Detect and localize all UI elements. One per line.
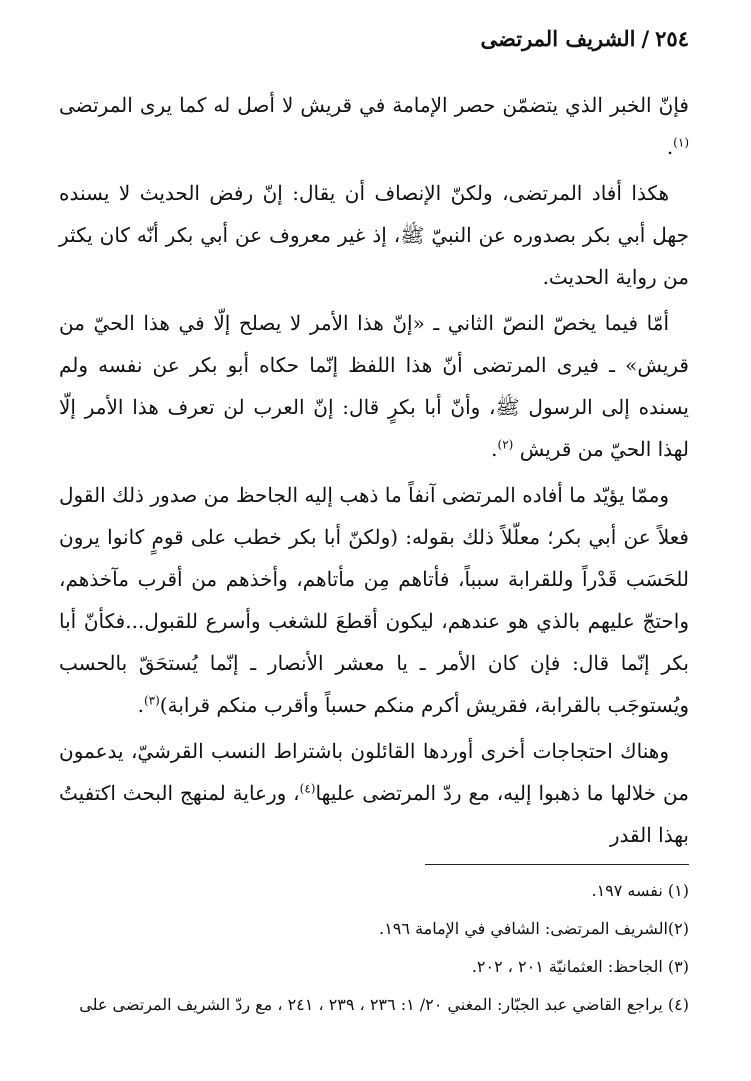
footnotes [59, 874, 689, 1026]
footnote-2: (٢)الشريف المرتضى: الشافي في الإمامة ١٩٦. [379, 919, 689, 938]
paragraph-4: وممّا يؤيّد ما أفاده المرتضى آنفاً ما ذهب إليه الجاحظ من صدور ذلك القول فعلاً عن أبي بكر؛ معلّلاً ذلك بقوله: (ولكنّ أبا بكر خطب على قومٍ كانوا يرون للحَسَب قَدْراً وللقرابة سبباً، فأتاهم مِن مأتاهم، وأخذهم من أقرب مآخذهم، واحتجّ عليهم بالذي هو عندهم، ليكون أقطعَ للشغب وأسرع للقبول...فكأنّ أبا بكر إنّما قال: فإن كان الأمر ـ يا معشر الأنصار ـ إنّما يُستحَقّ بالحسب ويُستوجَب بالقرابة، فقريش أكرم منكم حسباً وأقرب منكم قرابة)$^{(٣)}$. [59, 483, 689, 717]
footnote-ref-4: (٤) [299, 781, 316, 796]
page-number: ٢٥٤ [655, 26, 689, 51]
footnote-4: (٤) يراجع القاضي عبد الجبّار: المغني ٢٠/ ١: ٢٣٦ ، ٢٣٩ ، ٢٤١ ، مع ردّ الشريف المرتضى على [79, 995, 689, 1014]
paragraph-3: أمّا فيما يخصّ النصّ الثاني ـ «إنّ هذا الأمر لا يصلح إلّا في هذا الحيّ من قريش» ـ فيرى المرتضى أنّ هذا اللفظ إنّما حكاه أبو بكر عن نفسه ولم يسنده إلى الرسول ﷺ، وأنّ أبا بكرٍ قال: إنّ العرب لن تعرف هذا الأمر إلّا لهذا الحيّ من قريش $^{(٢)}$. [59, 311, 689, 461]
paragraph-2: هكذا أفاد المرتضى، ولكنّ الإنصاف أن يقال: إنّ رفض الحديث لا يسنده جهل أبي بكر بصدوره عن النبيّ ﷺ، إذ غير معروف عن أبي بكر أنّه كان يكثر من رواية الحديث. [59, 181, 689, 289]
footnote-1: (١) نفسه ١٩٧. [591, 881, 689, 900]
paragraph-1: فإنّ الخبر الذي يتضمّن حصر الإمامة في قريش لا أصل له كما يرى المرتضى $^{(١)}$. [59, 93, 689, 159]
header-separator: / [641, 26, 650, 51]
footnote-ref-3: (٣) [143, 693, 160, 708]
paragraph-5: وهناك احتجاجات أخرى أوردها القائلون باشتراط النسب القرشيّ، يدعمون من خلالها ما ذهبوا إليه، مع ردّ المرتضى عليها$^{(٤)}$، ورعاية لمنهج البحث اكتفيتُ بهذا القدر [59, 739, 689, 847]
running-header [481, 26, 689, 51]
footnote-ref-1: (١) [673, 135, 689, 150]
footnote-divider [425, 864, 689, 865]
book-title: الشريف المرتضى [480, 26, 636, 51]
footnote-3: (٣) الجاحظ: العثمانيّة ٢٠١ ، ٢٠٢. [471, 957, 689, 976]
main-text [59, 84, 689, 860]
footnote-ref-2: (٢) [497, 437, 514, 452]
